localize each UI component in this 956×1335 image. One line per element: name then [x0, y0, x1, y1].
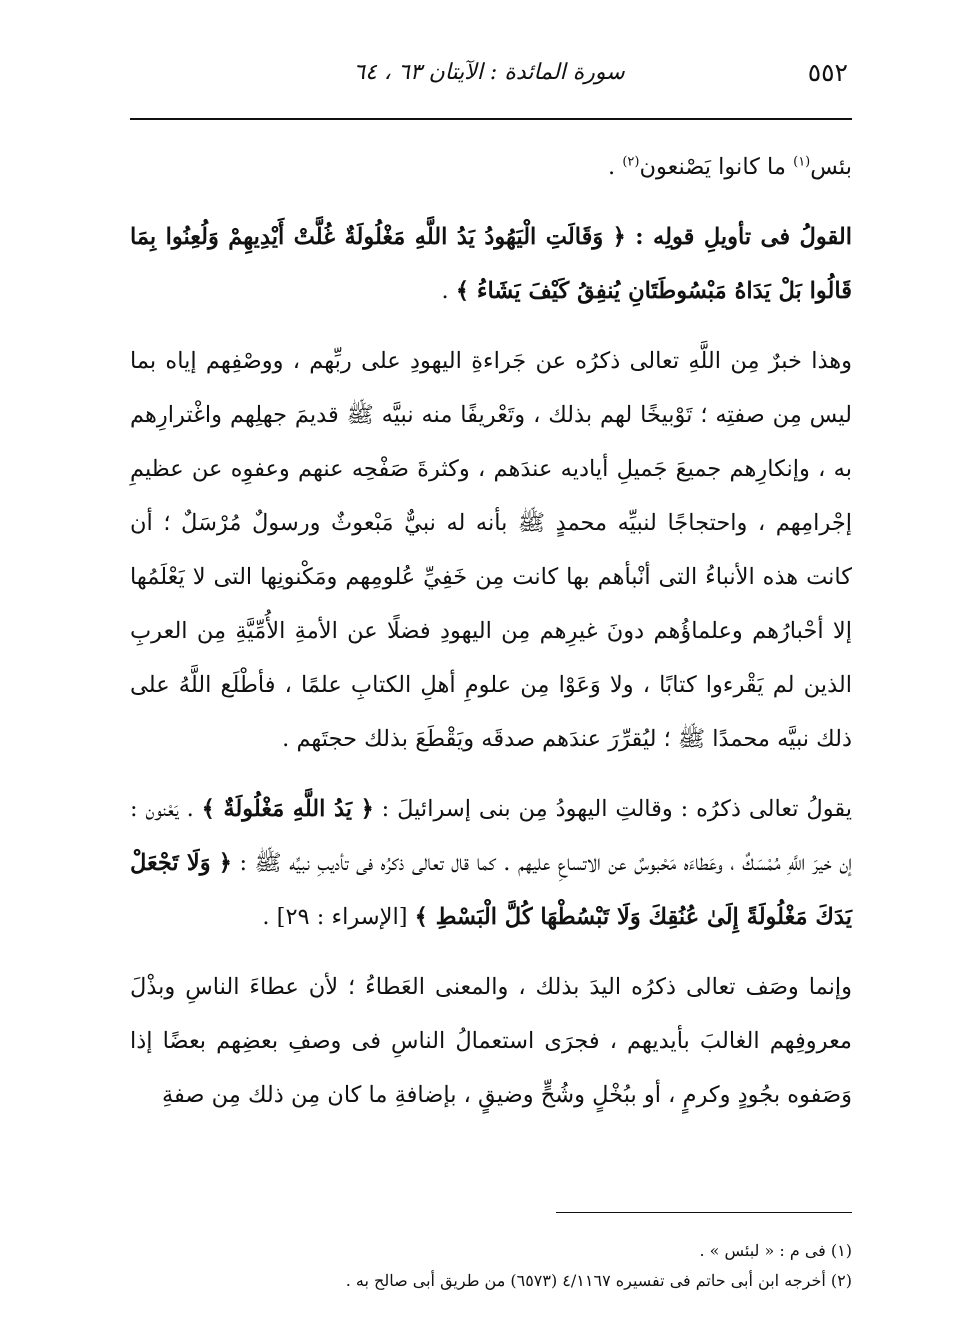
- footnote-1: (١) فى م : « لبئس » .: [699, 1241, 852, 1260]
- verse-citation: [الإسراء : ٢٩] .: [262, 904, 415, 930]
- text-fragment: .: [441, 278, 456, 304]
- interpretation-heading-paragraph: [130, 210, 852, 318]
- quran-verse: ﴿ وَقَالَتِ الْيَهُودُ يَدُ اللَّهِ مَغْلُولَةٌ غُلَّتْ أَيْدِيهِمْ وَلُعِنُوا بِمَا قَالُوا بَلْ يَدَاهُ مَبْسُوطَتَانِ يُنفِقُ كَيْفَ يَشَاءُ ﴾: [130, 224, 852, 304]
- commentary-paragraph: [130, 782, 852, 944]
- paragraph-gap: [130, 194, 852, 210]
- footnote-2: (٢) أخرجه ابن أبى حاتم فى تفسيره ٤/١١٦٧ (٦٥٧٣) من طريق أبى صالح به .: [345, 1271, 852, 1290]
- running-title: سورة المائدة : الآيتان ٦٣ ، ٦٤: [353, 60, 625, 85]
- quran-verse: ﴿ يَدُ اللَّهِ مَغْلُولَةٌ ﴾: [201, 796, 374, 822]
- text-fragment: ما كانوا يَصْنعون: [639, 154, 794, 180]
- quran-verse: ﴿ وَلَا تَجْعَلْ يَدَكَ مَغْلُولَةً إِلَىٰ عُنُقِكَ وَلَا تَبْسُطْهَا كُلَّ الْبَسْطِ ﴾: [130, 850, 852, 930]
- section-lead: القولُ فى تأويلِ قولِه :: [635, 224, 852, 250]
- commentary-paragraph: وإنما وصَف تعالى ذكرُه اليدَ بذلك ، والمعنى العَطاءُ ؛ لأن عطاءَ الناسِ وبذْلَ معروفِهم الغالبَ بأيديهم ، فجرَى استعمالُ الناسِ فى وصفِ بعضِهم بعضًا إذا وَصَفوه بجُودٍ وكرمٍ ، أو ببُخْلٍ وشُحٍّ وضيقٍ ، بإضافةِ ما كان مِن ذلك مِن صفةِ: [130, 974, 852, 1108]
- commentary-paragraph: وهذا خبرٌ مِن اللَّهِ تعالى ذكرُه عن جَراءةِ اليهودِ على ربِّهم ، ووصْفِهم إياه بما ليس مِن صفتِه ؛ تَوْبيخًا لهم بذلك ، وتَعْريفًا منه نبيَّه ﷺ قديمَ جهلِهم واغْترارِهم به ، وإنكارِهم جميعَ جَميلِ أياديه عندَهم ، وكثرةَ صَفْحِه عنهم وعفوِه عن عظيمِ إجْرامِهم ، واحتجاجًا لنبيِّه محمدٍ ﷺ بأنه له نبيٌّ مَبْعوثٌ ورسولٌ مُرْسَلٌ ؛ أن كانت هذه الأنباءُ التى أنْبأهم بها كانت مِن خَفِيِّ عُلومِهم ومَكْنونِها التى لا يَعْلَمُها إلا أحْبارُهم وعلماؤُهم دونَ غيرِهم مِن اليهودِ فضلًا عن الأمةِ الأُمِّيَّةِ مِن العربِ الذين لم يَقْرءوا كتابًا ، ولا وَعَوْا مِن علومِ أهلِ الكتابِ علمًا ، فأطْلَع اللَّهُ على ذلك نبيَّه محمدًا ﷺ ؛ ليُقرِّرَ عندَهم صدقَه ويَقْطَعَ بذلك حجتَهم .: [130, 348, 852, 752]
- footnote-rule: [556, 1212, 852, 1213]
- paragraph-gap: [130, 766, 852, 782]
- footnotes: [130, 1236, 852, 1296]
- continuation-line: [130, 140, 852, 194]
- paragraph-gap: [130, 944, 852, 960]
- header-rule: [130, 118, 852, 120]
- main-text: [130, 140, 852, 1122]
- text-fragment: .: [608, 154, 623, 180]
- text-fragment: يقولُ تعالى ذكرُه : وقالتِ اليهودُ مِن بنى إسرائيلَ :: [373, 796, 852, 822]
- page-header: [130, 58, 848, 98]
- paragraph-gap: [130, 318, 852, 334]
- footnote-ref-2: (٢): [622, 154, 640, 170]
- text-fragment: بئس: [810, 154, 852, 180]
- page-number: ٥٥٢: [807, 58, 848, 87]
- footnote-ref-1: (١): [793, 154, 811, 170]
- text-fragment: . يَعْنون : إن خيرَ اللَّهِ مُمْسَكٌ ، وعَطاءَه مَحْبوسٌ عن الاتساعِ عليهم . كما قال تعالى ذكرُه فى تأديبِ نبيِّه ﷺ :: [130, 796, 852, 876]
